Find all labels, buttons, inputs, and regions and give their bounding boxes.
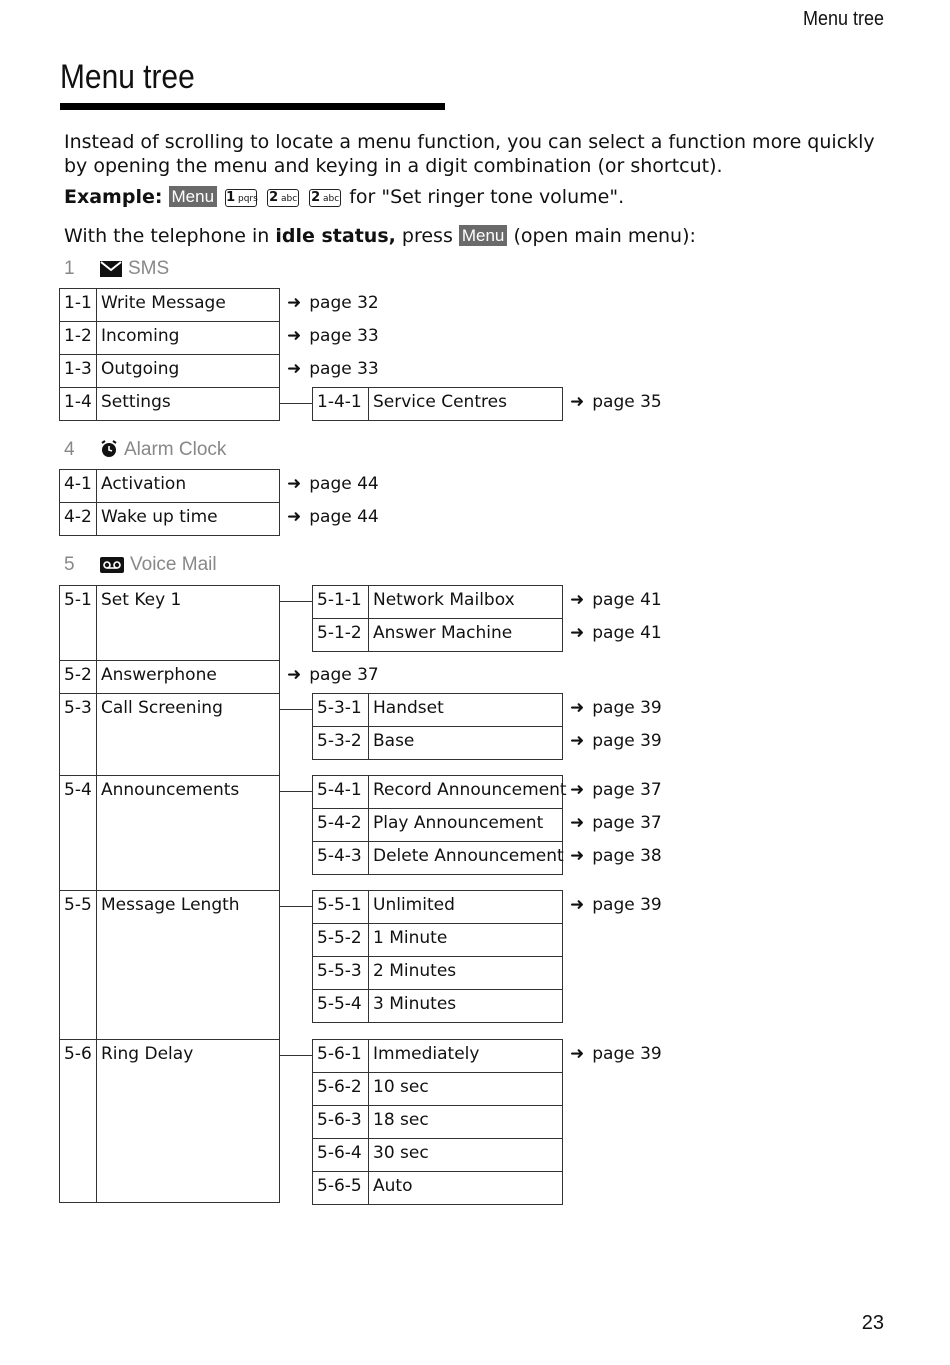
cell-divider: [368, 618, 369, 652]
page-reference: [287, 326, 379, 346]
page-ref-text: page 37: [592, 780, 662, 800]
menu-item-code: 1-2: [64, 326, 92, 346]
submenu-item-label: 3 Minutes: [373, 994, 457, 1014]
idle-pre: With the telephone in: [64, 225, 270, 247]
menu-item-label: Answerphone: [101, 665, 217, 685]
cell-divider: [96, 775, 97, 891]
page-reference: [287, 474, 379, 494]
arrow-icon: ➜: [570, 698, 585, 718]
arrow-icon: ➜: [570, 1044, 585, 1064]
idle-post: (open main menu):: [513, 225, 696, 247]
arrow-icon: ➜: [570, 813, 585, 833]
submenu-item-label: 30 sec: [373, 1143, 429, 1163]
cell-divider: [96, 502, 97, 536]
submenu-item-code: 5-4-3: [317, 846, 362, 866]
page-number: 23: [861, 1312, 884, 1334]
submenu-item-code: 5-3-2: [317, 731, 362, 751]
arrow-icon: ➜: [287, 326, 302, 346]
cell-divider: [368, 1138, 369, 1172]
key-letters: abc: [323, 194, 340, 204]
page-reference: [570, 698, 662, 718]
submenu-item-code: 5-6-1: [317, 1044, 362, 1064]
menu-item-code: 1-4: [64, 392, 92, 412]
page-reference: [287, 359, 379, 379]
cell-divider: [368, 841, 369, 875]
tree-connector: [280, 791, 312, 792]
submenu-item-label: Immediately: [373, 1044, 480, 1064]
submenu-item-label: 10 sec: [373, 1077, 429, 1097]
page-ref-text: page 39: [592, 895, 662, 915]
submenu-item-code: 5-1-1: [317, 590, 362, 610]
running-header: Menu tree: [802, 8, 884, 30]
cell-divider: [368, 1072, 369, 1106]
submenu-item-label: 2 Minutes: [373, 961, 457, 981]
idle-instruction: [64, 225, 696, 247]
submenu-item-label: Unlimited: [373, 895, 455, 915]
example-line: [64, 186, 624, 208]
arrow-icon: ➜: [287, 359, 302, 379]
cell-divider: [96, 890, 97, 1040]
menu-item-label: Set Key 1: [101, 590, 182, 610]
key-digit: 2: [269, 190, 279, 205]
cell-divider: [368, 890, 369, 924]
page-reference: [570, 846, 662, 866]
page-reference: [570, 590, 662, 610]
page-reference: [570, 392, 662, 412]
menu-item-code: 4-2: [64, 507, 92, 527]
tree-connector: [280, 403, 312, 404]
page-reference: [570, 731, 662, 751]
arrow-icon: ➜: [570, 895, 585, 915]
cell-divider: [96, 469, 97, 503]
submenu-item-label: Service Centres: [373, 392, 507, 412]
page-ref-text: page 37: [309, 665, 379, 685]
arrow-icon: ➜: [570, 623, 585, 643]
arrow-icon: ➜: [287, 665, 302, 685]
cell-divider: [368, 956, 369, 990]
key-1-icon: [225, 189, 257, 207]
submenu-item-code: 5-6-4: [317, 1143, 362, 1163]
page-reference: [570, 895, 662, 915]
cell-divider: [96, 354, 97, 388]
page-reference: [570, 623, 662, 643]
tree-connector: [280, 709, 312, 710]
menu-item-code: 5-5: [64, 895, 92, 915]
cell-divider: [368, 1105, 369, 1139]
page-ref-text: page 38: [592, 846, 662, 866]
menu-item-code: 1-1: [64, 293, 92, 313]
key-2-icon: [267, 189, 299, 207]
submenu-item-code: 1-4-1: [317, 392, 362, 412]
menu-item-label: Ring Delay: [101, 1044, 194, 1064]
page-ref-text: page 41: [592, 590, 662, 610]
section-name: SMS: [128, 258, 170, 279]
page-ref-text: page 39: [592, 1044, 662, 1064]
cell-divider: [368, 1171, 369, 1205]
key-2-icon: [309, 189, 341, 207]
section-name: Alarm Clock: [124, 439, 227, 460]
alarm-clock-icon: [100, 440, 118, 464]
submenu-item-label: 18 sec: [373, 1110, 429, 1130]
submenu-item-code: 5-5-1: [317, 895, 362, 915]
page-reference: [570, 780, 662, 800]
menu-item-code: 5-4: [64, 780, 92, 800]
menu-item-code: 5-2: [64, 665, 92, 685]
arrow-icon: ➜: [570, 590, 585, 610]
menu-item-code: 5-6: [64, 1044, 92, 1064]
voicemail-icon: [100, 557, 124, 579]
menu-item-code: 5-1: [64, 590, 92, 610]
arrow-icon: ➜: [287, 474, 302, 494]
submenu-item-label: Record Announcement: [373, 780, 567, 800]
page-ref-text: page 37: [592, 813, 662, 833]
submenu-item-code: 5-4-2: [317, 813, 362, 833]
arrow-icon: ➜: [570, 780, 585, 800]
cell-divider: [368, 585, 369, 619]
page-reference: [570, 1044, 662, 1064]
tree-connector: [280, 906, 312, 907]
submenu-item-label: Handset: [373, 698, 444, 718]
menu-item-code: 1-3: [64, 359, 92, 379]
submenu-item-code: 5-6-2: [317, 1077, 362, 1097]
cell-divider: [368, 808, 369, 842]
section-number: 5: [64, 554, 75, 575]
idle-mid: press: [401, 225, 453, 247]
submenu-item-code: 5-6-3: [317, 1110, 362, 1130]
page-reference: [570, 813, 662, 833]
cell-divider: [96, 693, 97, 776]
example-text: for "Set ringer tone volume".: [349, 186, 625, 208]
cell-divider: [96, 387, 97, 421]
page-ref-text: page 41: [592, 623, 662, 643]
submenu-item-label: Delete Announcement: [373, 846, 564, 866]
submenu-item-code: 5-5-3: [317, 961, 362, 981]
section-name: Voice Mail: [130, 554, 217, 575]
menu-item-label: Outgoing: [101, 359, 180, 379]
menu-item-label: Write Message: [101, 293, 226, 313]
page-reference: [287, 293, 379, 313]
key-digit: 1: [226, 190, 236, 205]
menu-item-code: 4-1: [64, 474, 92, 494]
page-ref-text: page 39: [592, 731, 662, 751]
key-digit: 2: [311, 190, 321, 205]
cell-divider: [96, 585, 97, 661]
section-number: 1: [64, 258, 75, 279]
menu-key-icon: Menu: [169, 186, 218, 207]
intro-paragraph: Instead of scrolling to locate a menu function, you can select a function more quickly by opening the menu and keying in a digit combination (or shortcut).: [64, 131, 875, 177]
tree-connector: [280, 1055, 312, 1056]
menu-item-label: Settings: [101, 392, 171, 412]
submenu-item-label: Answer Machine: [373, 623, 513, 643]
page-ref-text: page 39: [592, 698, 662, 718]
arrow-icon: ➜: [570, 846, 585, 866]
section-heading: [64, 439, 226, 464]
cell-divider: [368, 1039, 369, 1073]
page-reference: [287, 507, 379, 527]
menu-item-label: Call Screening: [101, 698, 223, 718]
page-reference: [287, 665, 379, 685]
menu-item-label: Wake up time: [101, 507, 218, 527]
page-ref-text: page 35: [592, 392, 662, 412]
submenu-item-label: 1 Minute: [373, 928, 448, 948]
page-ref-text: page 32: [309, 293, 379, 313]
arrow-icon: ➜: [287, 293, 302, 313]
menu-item-code: 5-3: [64, 698, 92, 718]
page-title: Menu tree: [60, 58, 195, 96]
cell-divider: [368, 726, 369, 760]
key-letters: pqrs: [238, 194, 258, 204]
submenu-item-label: Auto: [373, 1176, 413, 1196]
submenu-item-code: 5-3-1: [317, 698, 362, 718]
arrow-icon: ➜: [570, 392, 585, 412]
cell-divider: [368, 387, 369, 421]
tree-connector: [280, 601, 312, 602]
cell-divider: [368, 923, 369, 957]
submenu-item-label: Network Mailbox: [373, 590, 515, 610]
submenu-item-code: 5-1-2: [317, 623, 362, 643]
menu-item-label: Incoming: [101, 326, 180, 346]
submenu-item-code: 5-6-5: [317, 1176, 362, 1196]
page-ref-text: page 33: [309, 359, 379, 379]
arrow-icon: ➜: [570, 731, 585, 751]
cell-divider: [96, 1039, 97, 1203]
cell-divider: [368, 775, 369, 809]
page-ref-text: page 44: [309, 507, 379, 527]
section-heading: [64, 258, 169, 283]
cell-divider: [96, 321, 97, 355]
menu-item-label: Activation: [101, 474, 187, 494]
cell-divider: [96, 660, 97, 694]
title-rule: [60, 103, 445, 110]
cell-divider: [368, 693, 369, 727]
menu-item-label: Message Length: [101, 895, 240, 915]
envelope-icon: [100, 261, 122, 283]
submenu-item-code: 5-4-1: [317, 780, 362, 800]
cell-divider: [368, 989, 369, 1023]
example-label: Example:: [64, 186, 163, 208]
cell-divider: [96, 288, 97, 322]
submenu-item-label: Play Announcement: [373, 813, 544, 833]
submenu-item-code: 5-5-4: [317, 994, 362, 1014]
menu-key-icon: Menu: [459, 225, 508, 246]
menu-item-label: Announcements: [101, 780, 240, 800]
idle-bold: idle status,: [275, 225, 396, 247]
page-ref-text: page 33: [309, 326, 379, 346]
submenu-item-label: Base: [373, 731, 415, 751]
submenu-item-code: 5-5-2: [317, 928, 362, 948]
page-ref-text: page 44: [309, 474, 379, 494]
section-number: 4: [64, 439, 75, 460]
key-letters: abc: [280, 194, 298, 204]
arrow-icon: ➜: [287, 507, 302, 527]
section-heading: [64, 554, 217, 579]
